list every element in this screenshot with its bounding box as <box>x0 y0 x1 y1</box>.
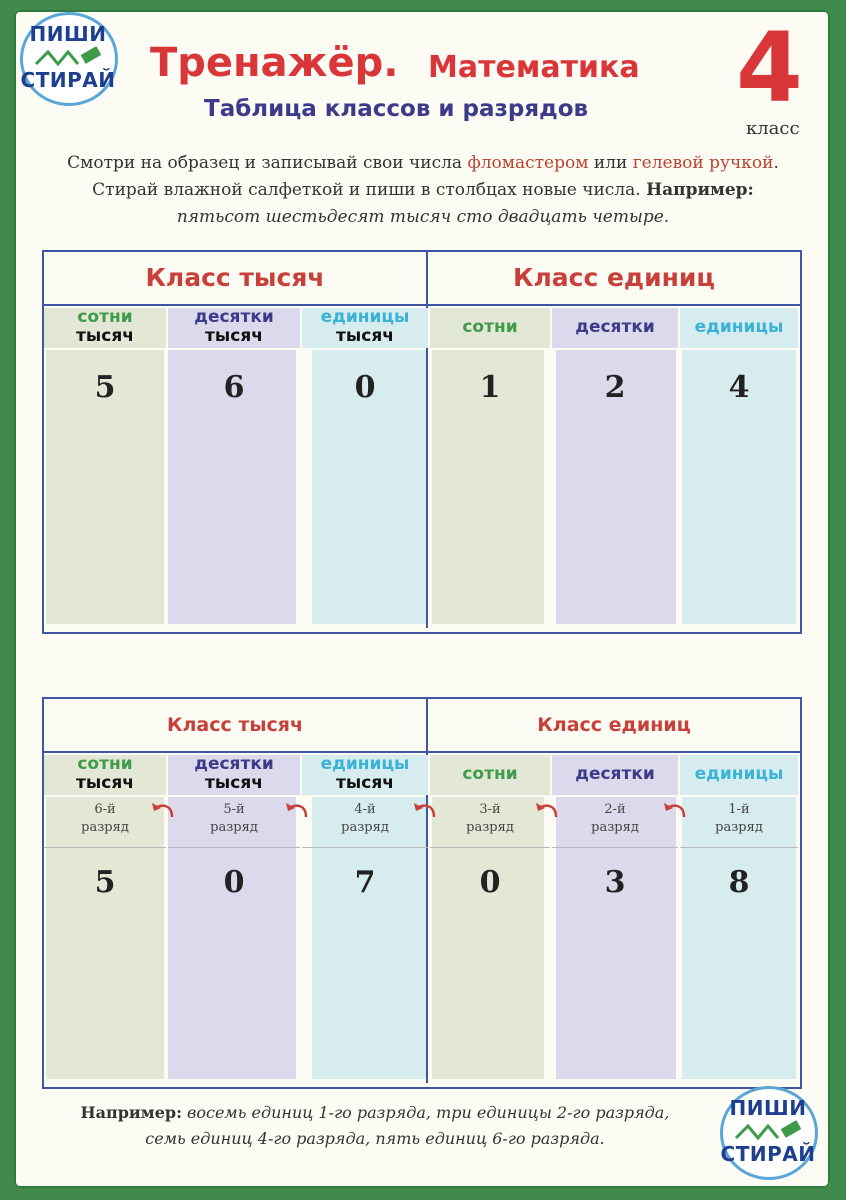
rank-number: 6-й <box>94 802 116 817</box>
rank-arrow-icon <box>284 799 310 821</box>
rank-number: 3-й <box>479 802 501 817</box>
instructions-line-2 <box>30 177 816 204</box>
rank-arrow-icon <box>534 799 560 821</box>
column-value-band <box>432 797 544 1079</box>
rank-label <box>44 801 166 837</box>
instructions-line-1 <box>30 150 816 177</box>
class-table-2 <box>42 697 802 1089</box>
column-value-band <box>168 797 296 1079</box>
rank-divider <box>552 847 678 848</box>
column-digit: 3 <box>604 865 626 900</box>
place-column <box>430 308 550 626</box>
instructions-or: или <box>588 153 633 173</box>
instructions <box>30 150 816 231</box>
column-header-label: десятки <box>575 764 655 784</box>
column-value-band <box>312 797 426 1079</box>
place-column <box>680 308 798 626</box>
rank-label <box>680 801 798 837</box>
column-header-label: сотни <box>77 754 133 774</box>
class-units-header: Класс единиц <box>513 263 715 292</box>
rank-word: разряд <box>210 820 258 835</box>
rank-number: 1-й <box>728 802 750 817</box>
rank-word: разряд <box>715 820 763 835</box>
column-header-label: единицы <box>694 317 784 337</box>
place-column <box>44 755 166 1081</box>
column-header-sublabel: тысяч <box>76 326 134 346</box>
column-digit: 0 <box>223 865 245 900</box>
instructions-period: . <box>773 153 779 173</box>
column-header-label: сотни <box>462 317 518 337</box>
grade-label: класс <box>746 118 800 139</box>
logo-bottom-word-2: СТИРАЙ <box>720 1142 816 1166</box>
logo-top-word: ПИШИ <box>29 22 107 46</box>
grade-number: 4 <box>736 12 803 124</box>
page-title: Тренажёр. <box>150 40 399 86</box>
column-header <box>680 765 798 784</box>
rank-arrow-icon <box>412 799 438 821</box>
column-header-label: десятки <box>194 307 274 327</box>
column-header-label: десятки <box>575 317 655 337</box>
page-subtitle: Таблица классов и разрядов <box>204 96 589 122</box>
rank-label <box>552 801 678 837</box>
column-header <box>44 755 166 793</box>
column-header <box>168 308 300 346</box>
class-thousands-header: Класс тысяч <box>145 263 325 292</box>
column-header <box>44 308 166 346</box>
example-number-words: пятьсот шестьдесят тысяч сто двадцать четыре. <box>176 207 670 227</box>
column-header-label: единицы <box>694 764 784 784</box>
column-header-label: сотни <box>462 764 518 784</box>
column-header-sublabel: тысяч <box>76 773 134 793</box>
bottom-example <box>40 1100 710 1152</box>
column-digit: 4 <box>728 370 750 405</box>
column-value-band <box>556 797 676 1079</box>
place-column <box>430 755 550 1081</box>
rank-number: 4-й <box>354 802 376 817</box>
rank-arrow-icon <box>150 799 176 821</box>
column-header-sublabel: тысяч <box>205 326 263 346</box>
bottom-example-line-2: семь единиц 4-го разряда, пять единиц 6-го разряда. <box>145 1129 605 1148</box>
class-table-1 <box>42 250 802 634</box>
marker-word: фломастером <box>467 153 589 173</box>
place-column <box>302 755 428 1081</box>
instructions-text: Смотри на образец и записывай свои числа <box>67 153 468 173</box>
column-header <box>302 755 428 793</box>
rank-arrow-icon <box>662 799 688 821</box>
column-header-sublabel: тысяч <box>336 326 394 346</box>
logo-bottom <box>712 1082 824 1182</box>
bottom-example-text-1: восемь единиц 1-го разряда, три единицы 2-го разряда, <box>181 1103 670 1122</box>
column-digit: 5 <box>94 370 116 405</box>
marker-icon <box>34 46 104 70</box>
gel-pen-word: гелевой ручкой <box>632 153 774 173</box>
column-digit: 7 <box>354 865 376 900</box>
rank-divider <box>168 847 300 848</box>
place-column <box>680 755 798 1081</box>
column-header <box>168 755 300 793</box>
rank-divider <box>302 847 428 848</box>
bottom-example-line-1 <box>40 1100 710 1126</box>
column-digit: 1 <box>479 370 501 405</box>
header-divider <box>44 304 800 306</box>
logo-top-word-2: ПИШИ <box>729 1096 807 1120</box>
column-digit: 0 <box>479 865 501 900</box>
logo-bottom-word: СТИРАЙ <box>20 68 116 92</box>
column-header-sublabel: тысяч <box>336 773 394 793</box>
column-digit: 0 <box>354 370 376 405</box>
header-divider <box>44 751 800 753</box>
column-digit: 8 <box>728 865 750 900</box>
column-digit: 2 <box>604 370 626 405</box>
place-column <box>168 755 300 1081</box>
rank-number: 5-й <box>223 802 245 817</box>
rank-word: разряд <box>466 820 514 835</box>
column-header-label: единицы <box>320 754 410 774</box>
column-header <box>430 765 550 784</box>
class-thousands-header: Класс тысяч <box>166 714 304 736</box>
rank-word: разряд <box>591 820 639 835</box>
subject-title: Математика <box>428 50 640 85</box>
place-column <box>44 308 166 626</box>
rank-number: 2-й <box>604 802 626 817</box>
column-value-band <box>46 797 164 1079</box>
rank-word: разряд <box>341 820 389 835</box>
column-header <box>430 318 550 337</box>
column-header-label: единицы <box>320 307 410 327</box>
column-header-label: сотни <box>77 307 133 327</box>
column-header <box>552 765 678 784</box>
bottom-example-label: Например: <box>80 1103 182 1122</box>
example-label: Например: <box>646 180 754 200</box>
column-header-sublabel: тысяч <box>205 773 263 793</box>
place-column <box>168 308 300 626</box>
marker-icon-2 <box>734 1120 804 1144</box>
class-units-header: Класс единиц <box>537 714 691 736</box>
rank-label <box>168 801 300 837</box>
rank-divider <box>430 847 550 848</box>
column-header <box>552 318 678 337</box>
logo-top <box>12 8 124 108</box>
column-value-band <box>682 797 796 1079</box>
place-column <box>552 308 678 626</box>
instructions-text-2: Стирай влажной салфеткой и пиши в столбцах новые числа. <box>92 180 647 200</box>
rank-divider <box>44 847 166 848</box>
place-column <box>552 755 678 1081</box>
rank-divider <box>680 847 798 848</box>
rank-label <box>302 801 428 837</box>
column-digit: 5 <box>94 865 116 900</box>
place-column <box>302 308 428 626</box>
rank-label <box>430 801 550 837</box>
column-header-label: десятки <box>194 754 274 774</box>
rank-word: разряд <box>81 820 129 835</box>
column-digit: 6 <box>223 370 245 405</box>
column-header <box>680 318 798 337</box>
column-header <box>302 308 428 346</box>
